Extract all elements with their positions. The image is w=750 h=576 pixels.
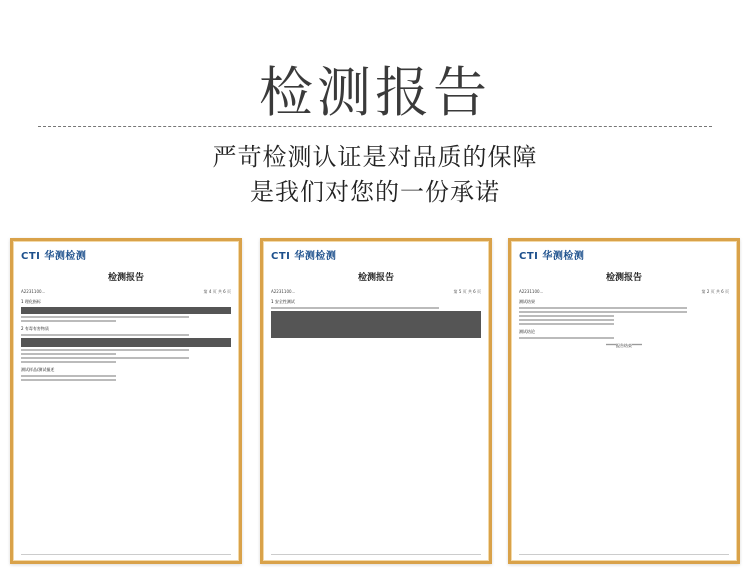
note-lines bbox=[21, 316, 231, 322]
subtitle-line-1: 严苛检测认证是对品质的保障 bbox=[212, 143, 538, 171]
subtitle-line-2: 是我们对您的一份承诺 bbox=[250, 178, 500, 206]
section-heading: 测试结果 bbox=[519, 299, 535, 304]
report-meta bbox=[21, 289, 231, 295]
report-meta bbox=[271, 289, 481, 295]
divider bbox=[38, 126, 712, 127]
report-meta bbox=[519, 289, 729, 295]
page-title: 检测报告 bbox=[259, 61, 491, 124]
report-number: A2231100... bbox=[519, 289, 544, 294]
cti-logo: CTI 华测检测 bbox=[519, 251, 585, 262]
report-card-2[interactable] bbox=[260, 238, 492, 564]
page-number: 第 4 页 共 6 页 bbox=[203, 289, 231, 294]
report-table bbox=[21, 338, 231, 347]
section-heading: 测试样品/测试描述 bbox=[21, 367, 55, 372]
report-card-3[interactable] bbox=[508, 238, 740, 564]
section-heading: 1 安全性测试 bbox=[271, 299, 295, 304]
report-title: 检测报告 bbox=[357, 273, 394, 283]
section-heading: 测试结论 bbox=[519, 329, 535, 334]
report-card-1[interactable] bbox=[10, 238, 242, 564]
report-number: A2231100... bbox=[21, 289, 46, 294]
section-heading: 2 有毒有害物质 bbox=[21, 326, 49, 331]
note-lines bbox=[21, 349, 231, 363]
section-heading: 1 理化指标 bbox=[21, 299, 41, 304]
report-end: *****报告结束***** bbox=[606, 343, 642, 348]
report-title: 检测报告 bbox=[605, 273, 642, 283]
footer-rule bbox=[21, 554, 231, 555]
report-table bbox=[21, 307, 231, 314]
footer-rule bbox=[519, 554, 729, 555]
note-lines bbox=[519, 307, 729, 325]
page-number: 第 2 页 共 6 页 bbox=[701, 289, 729, 294]
page-number: 第 5 页 共 6 页 bbox=[453, 289, 481, 294]
report-table bbox=[271, 311, 481, 338]
report-number: A2231100... bbox=[271, 289, 296, 294]
footer-rule bbox=[271, 554, 481, 555]
cti-logo: CTI 华测检测 bbox=[271, 251, 337, 262]
cti-logo: CTI 华测检测 bbox=[21, 251, 87, 262]
report-title: 检测报告 bbox=[107, 273, 144, 283]
